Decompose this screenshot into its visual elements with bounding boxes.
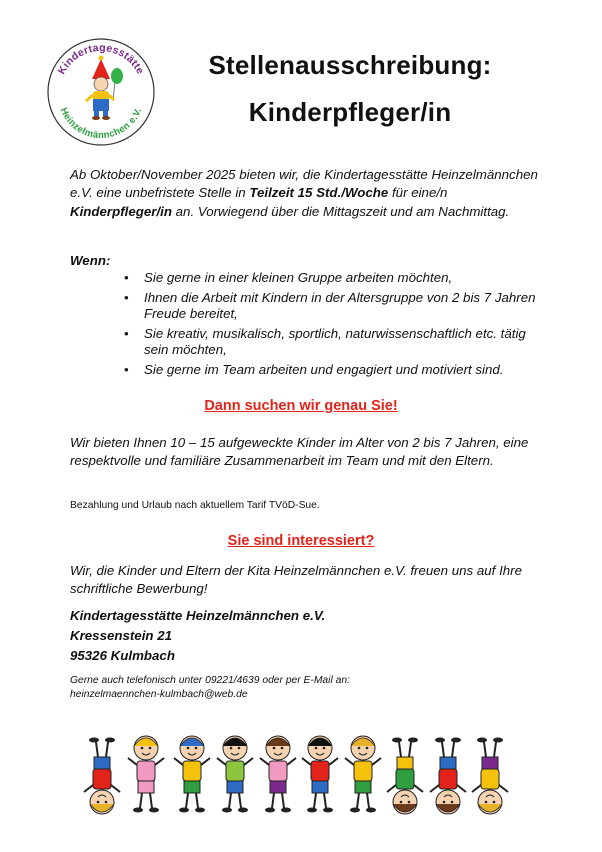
contact-email[interactable]: heinzelmaennchen-kulmbach@web.de bbox=[70, 689, 248, 700]
requirement-item: • Sie gerne im Team arbeiten und engagiert und motiviert sind. bbox=[124, 362, 544, 379]
kid-figure bbox=[128, 736, 164, 813]
offer-paragraph: Wir bieten Ihnen 10 – 15 aufgeweckte Kinder im Alter von 2 bis 7 Jahren, eine respektvolle und familiäre Zusammenarbeit im Team und mit den Eltern. bbox=[70, 435, 529, 469]
kid-figure bbox=[387, 738, 423, 815]
kid-figure bbox=[472, 738, 508, 815]
address-name: Kindertagesstätte Heinzelmännchen e.V. bbox=[70, 608, 326, 623]
page-title-line2: Kinderpfleger/in bbox=[248, 97, 452, 127]
kid-figure bbox=[84, 738, 120, 815]
kid-figure bbox=[217, 736, 253, 813]
requirement-item: • Sie gerne in einer kleinen Gruppe arbeiten möchten, bbox=[124, 270, 544, 287]
requirement-item: • Ihnen die Arbeit mit Kindern in der Altersgruppe von 2 bis 7 Jahren Freude bereitet, bbox=[124, 290, 544, 323]
intro-text-3: an. Vorwiegend über die Mittagszeit und am Nachmittag. bbox=[171, 203, 510, 219]
kid-figure bbox=[174, 736, 210, 813]
kid-figure bbox=[302, 736, 338, 813]
wenn-label: Wenn: bbox=[70, 253, 111, 268]
kids-illustration bbox=[80, 730, 520, 820]
page-title-line1: Stellenausschreibung: bbox=[208, 50, 492, 80]
kid-figure bbox=[345, 736, 381, 813]
intro-position: Kinderpfleger/in bbox=[70, 203, 172, 219]
intro-hours: Teilzeit 15 Std./Woche bbox=[249, 185, 389, 201]
invite-paragraph: Wir, die Kinder und Eltern der Kita Heinzelmännchen e.V. freuen uns auf Ihre schriftliche Bewerbung! bbox=[70, 563, 522, 597]
address-street: Kressenstein 21 bbox=[70, 627, 172, 643]
contact-phone-line: Gerne auch telefonisch unter 09221/4639 oder per E-Mail an: bbox=[70, 675, 350, 686]
logo-text-top: Kindertagesstätte bbox=[55, 41, 147, 77]
logo-text-bottom: Heinzelmännchen e.V. bbox=[57, 106, 145, 141]
intro-text-1: Ab Oktober/November 2025 bieten wir, die Kindertagesstätte Heinzelmännchen e.V. eine unbefristete Stelle in bbox=[70, 167, 538, 201]
contact-block bbox=[70, 674, 540, 702]
intro-text-2: für eine/n bbox=[388, 185, 448, 201]
headline-interested: Sie sind interessiert? bbox=[227, 533, 375, 549]
requirement-item: • Sie kreativ, musikalisch, sportlich, naturwissenschaftlich etc. tätig sein möchten, bbox=[124, 326, 544, 359]
intro-paragraph bbox=[70, 166, 540, 221]
headline-search: Dann suchen wir genau Sie! bbox=[204, 398, 398, 414]
kid-figure bbox=[260, 736, 296, 813]
address-city: 95326 Kulmbach bbox=[70, 647, 175, 663]
kid-figure bbox=[430, 738, 466, 815]
kita-logo bbox=[46, 37, 156, 147]
requirements-list bbox=[124, 270, 544, 382]
address-block bbox=[70, 606, 540, 665]
payment-note: Bezahlung und Urlaub nach aktuellem Tarif TVöD-Sue. bbox=[70, 500, 320, 511]
